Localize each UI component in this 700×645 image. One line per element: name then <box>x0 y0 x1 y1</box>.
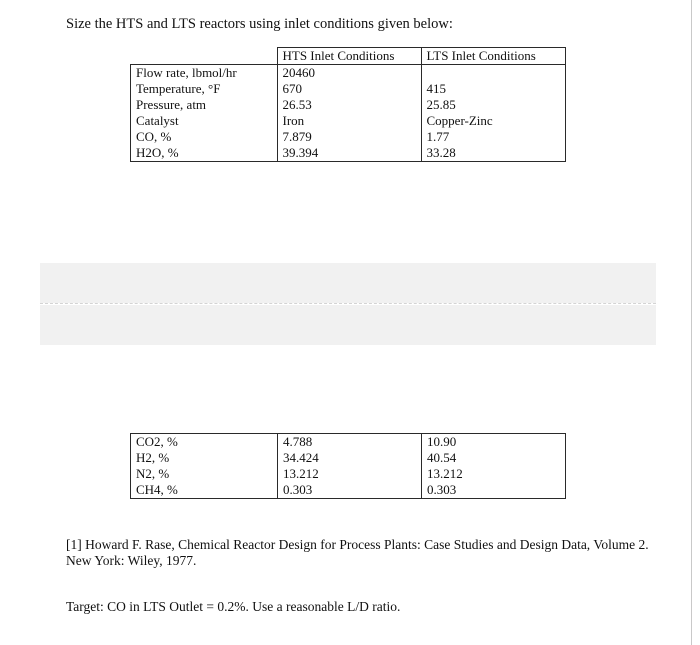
lts-value: 40.54 <box>422 450 566 466</box>
hts-value: 7.879 <box>277 129 421 145</box>
hts-value: 26.53 <box>277 97 421 113</box>
target-statement: Target: CO in LTS Outlet = 0.2%. Use a reasonable L/D ratio. <box>66 599 401 614</box>
lts-value: 10.90 <box>422 434 566 451</box>
row-label: Catalyst <box>131 113 278 129</box>
lts-value <box>421 65 565 82</box>
lts-value: 0.303 <box>422 482 566 499</box>
row-label: N2, % <box>131 466 278 482</box>
table-row <box>131 81 566 97</box>
page-edge-line <box>691 0 692 645</box>
table-row <box>131 65 566 82</box>
table-row <box>131 145 566 162</box>
hts-value: 670 <box>277 81 421 97</box>
table-header-row <box>131 48 566 65</box>
page-break-band-lower <box>40 305 656 345</box>
page-break-band-upper <box>40 263 656 303</box>
table-row <box>131 434 566 451</box>
table-row <box>131 450 566 466</box>
page-break-line <box>40 303 656 304</box>
hts-value: 13.212 <box>278 466 422 482</box>
inlet-conditions-table <box>130 47 566 162</box>
lts-value: 25.85 <box>421 97 565 113</box>
row-label: CO, % <box>131 129 278 145</box>
hts-value: 34.424 <box>278 450 422 466</box>
row-label: H2, % <box>131 450 278 466</box>
hts-value: Iron <box>277 113 421 129</box>
row-label: Flow rate, lbmol/hr <box>131 65 278 82</box>
row-label: H2O, % <box>131 145 278 162</box>
row-label: Temperature, °F <box>131 81 278 97</box>
lts-header: LTS Inlet Conditions <box>421 48 565 65</box>
hts-value: 4.788 <box>278 434 422 451</box>
lts-value: 33.28 <box>421 145 565 162</box>
hts-value: 0.303 <box>278 482 422 499</box>
table-row <box>131 113 566 129</box>
header-blank-cell <box>131 48 278 65</box>
lts-value: 1.77 <box>421 129 565 145</box>
table-row <box>131 466 566 482</box>
row-label: CH4, % <box>131 482 278 499</box>
row-label: Pressure, atm <box>131 97 278 113</box>
table-row <box>131 129 566 145</box>
lts-value: 13.212 <box>422 466 566 482</box>
lts-value: 415 <box>421 81 565 97</box>
hts-value: 20460 <box>277 65 421 82</box>
problem-prompt: Size the HTS and LTS reactors using inlet conditions given below: <box>66 16 453 32</box>
inlet-composition-table <box>130 433 566 499</box>
lts-value: Copper-Zinc <box>421 113 565 129</box>
row-label: CO2, % <box>131 434 278 451</box>
table-row <box>131 97 566 113</box>
hts-value: 39.394 <box>277 145 421 162</box>
reference-citation: [1] Howard F. Rase, Chemical Reactor Design for Process Plants: Case Studies and Design Data, Volume 2. New York: Wiley, 1977. <box>66 537 649 568</box>
table-row <box>131 482 566 499</box>
hts-header: HTS Inlet Conditions <box>277 48 421 65</box>
